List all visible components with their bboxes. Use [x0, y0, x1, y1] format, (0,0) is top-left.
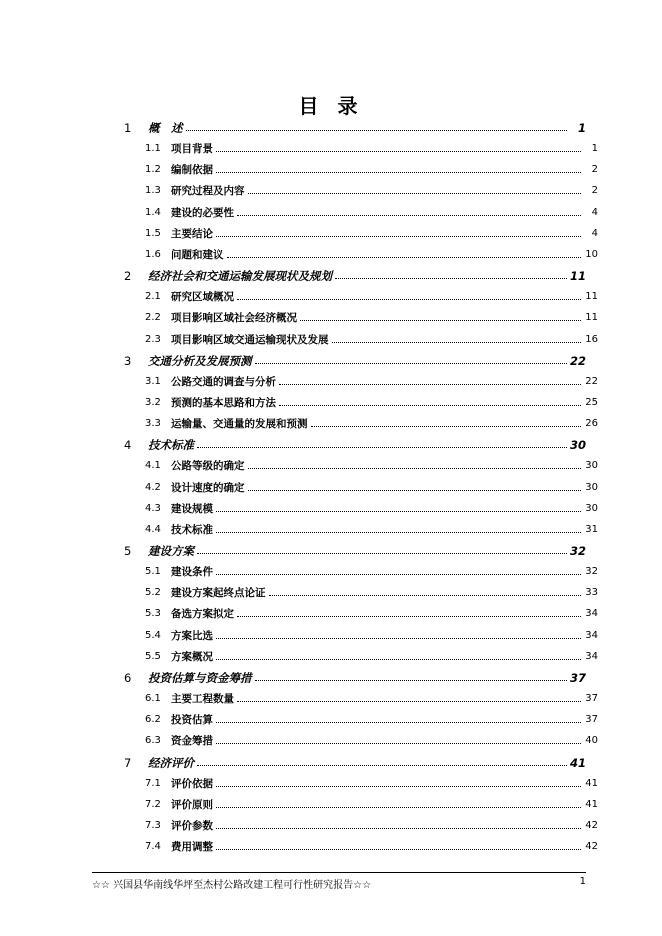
toc-entry-page: 11 [585, 291, 598, 303]
toc-dot-leader [216, 151, 581, 152]
toc-entry-number: 3.3 [145, 418, 161, 430]
toc-dot-leader [255, 680, 567, 681]
toc-entry-number: 5 [124, 544, 132, 558]
toc-dot-leader [248, 490, 582, 491]
toc-entry-title: 运输量、交通量的发展和预测 [171, 418, 308, 431]
toc-section-entry[interactable] [145, 477, 598, 495]
toc-entry-number: 6.3 [145, 735, 161, 747]
toc-section-entry[interactable] [145, 413, 598, 431]
toc-dot-leader [216, 849, 581, 850]
toc-entry-number: 4.3 [145, 502, 161, 514]
toc-chapter-entry[interactable] [124, 350, 586, 368]
toc-entry-page: 41 [585, 798, 598, 810]
toc-entry-page: 41 [569, 755, 586, 770]
toc-entry-number: 3 [124, 353, 132, 368]
toc-section-entry[interactable] [145, 371, 598, 389]
toc-section-entry[interactable] [145, 688, 598, 706]
toc-section-entry[interactable] [145, 709, 598, 727]
toc-entry-number: 4.1 [145, 460, 161, 472]
toc-dot-leader [237, 299, 581, 300]
toc-entry-number: 3.2 [145, 396, 161, 408]
toc-entry-page: 32 [569, 544, 586, 558]
footer-text: ☆☆ 兴国县华南线华坪至杰村公路改建工程可行性研究报告☆☆ [92, 880, 372, 891]
toc-entry-page: 34 [585, 650, 598, 662]
toc-dot-leader [335, 278, 567, 279]
toc-chapter-entry[interactable] [124, 434, 586, 452]
toc-entry-number: 5.2 [145, 587, 161, 599]
toc-entry-title: 评价依据 [171, 777, 213, 790]
toc-chapter-entry[interactable] [124, 667, 586, 685]
toc-section-entry[interactable] [145, 836, 598, 854]
toc-dot-leader [255, 363, 567, 364]
toc-entry-number: 3.1 [145, 375, 161, 387]
toc-entry-page: 2 [591, 185, 598, 197]
toc-dot-leader [216, 532, 581, 533]
toc-entry-title: 公路交通的调查与分析 [171, 375, 276, 388]
toc-entry-title: 技术标准 [148, 438, 194, 453]
toc-entry-title: 评价参数 [171, 819, 213, 832]
toc-dot-leader [216, 574, 581, 575]
toc-entry-title: 建设规模 [171, 502, 213, 515]
toc-entry-page: 33 [585, 587, 598, 599]
toc-entry-page: 22 [569, 353, 586, 368]
toc-dot-leader [216, 828, 581, 829]
toc-section-entry[interactable] [145, 455, 598, 473]
toc-entry-number: 7.2 [145, 798, 161, 810]
toc-dot-leader [216, 722, 581, 723]
toc-dot-leader [279, 384, 581, 385]
toc-dot-leader [300, 320, 581, 321]
toc-section-entry[interactable] [145, 603, 598, 621]
toc-entry-title: 研究过程及内容 [171, 185, 245, 198]
toc-entry-number: 1.1 [145, 143, 161, 155]
toc-dot-leader [216, 807, 581, 808]
toc-section-entry[interactable] [145, 561, 598, 579]
toc-entry-title: 概 述 [148, 121, 183, 135]
toc-entry-title: 主要结论 [171, 227, 213, 240]
toc-entry-title: 建设方案起终点论证 [171, 587, 266, 600]
toc-entry-page: 37 [569, 670, 586, 685]
toc-entry-number: 5.4 [145, 629, 161, 641]
toc-section-entry[interactable] [145, 307, 598, 325]
toc-entry-number: 7 [124, 755, 132, 770]
toc-dot-leader [332, 342, 582, 343]
toc-section-entry[interactable] [145, 582, 598, 600]
toc-dot-leader [197, 553, 567, 554]
toc-dot-leader [311, 426, 582, 427]
toc-dot-leader [216, 511, 581, 512]
toc-entry-number: 4 [124, 438, 132, 453]
footer-page-number: 1 [579, 876, 586, 887]
toc-entry-page: 1 [577, 121, 586, 135]
toc-entry-title: 交通分析及发展预测 [148, 353, 252, 368]
toc-section-entry[interactable] [145, 625, 598, 643]
toc-entry-title: 问题和建议 [171, 248, 224, 261]
toc-entry-page: 31 [585, 523, 598, 535]
toc-entry-title: 经济评价 [148, 755, 194, 770]
toc-chapter-entry[interactable] [124, 752, 586, 770]
toc-entry-title: 方案比选 [171, 629, 213, 642]
toc-entry-title: 投资估算 [171, 714, 213, 727]
toc-entry-title: 备选方案拟定 [171, 608, 234, 621]
toc-entry-number: 2.2 [145, 312, 161, 324]
toc-entry-number: 1.5 [145, 227, 161, 239]
toc-dot-leader [216, 236, 581, 237]
toc-entry-title: 编制依据 [171, 164, 213, 177]
toc-chapter-entry[interactable] [124, 265, 586, 283]
toc-entry-page: 30 [585, 481, 598, 493]
toc-entry-title: 研究区域概况 [171, 291, 234, 304]
toc-entry-number: 5.3 [145, 608, 161, 620]
toc-dot-leader [197, 765, 567, 766]
toc-dot-leader [227, 257, 582, 258]
toc-dot-leader [237, 701, 581, 702]
toc-entry-number: 1.3 [145, 185, 161, 197]
toc-entry-page: 32 [585, 566, 598, 578]
toc-entry-page: 4 [591, 227, 598, 239]
toc-entry-title: 建设方案 [148, 544, 194, 558]
toc-entry-number: 5.1 [145, 566, 161, 578]
toc-entry-page: 40 [585, 735, 598, 747]
toc-entry-page: 30 [569, 438, 586, 453]
toc-entry-page: 11 [585, 312, 598, 324]
toc-section-entry[interactable] [145, 180, 598, 198]
toc-entry-page: 30 [585, 502, 598, 514]
toc-section-entry[interactable] [145, 159, 598, 177]
page-title: 目 录 [298, 94, 364, 118]
toc-entry-number: 7.4 [145, 841, 161, 853]
toc-dot-leader [248, 468, 582, 469]
toc-section-entry[interactable] [145, 329, 598, 347]
toc-dot-leader [248, 193, 582, 194]
toc-entry-title: 公路等级的确定 [171, 460, 245, 473]
toc-entry-page: 42 [585, 819, 598, 831]
toc-chapter-entry[interactable] [124, 540, 586, 558]
toc-entry-page: 34 [585, 629, 598, 641]
toc-entry-title: 项目背景 [171, 143, 213, 156]
toc-dot-leader [216, 172, 581, 173]
page-footer [92, 876, 586, 892]
toc-entry-page: 37 [585, 714, 598, 726]
toc-section-entry[interactable] [145, 286, 598, 304]
toc-entry-title: 经济社会和交通运输发展现状及规划 [148, 269, 332, 284]
toc-entry-title: 费用调整 [171, 841, 213, 854]
toc-entry-page: 25 [585, 396, 598, 408]
toc-entry-title: 方案概况 [171, 650, 213, 663]
toc-section-entry[interactable] [145, 202, 598, 220]
toc-entry-title: 评价原则 [171, 798, 213, 811]
toc-entry-page: 1 [591, 143, 598, 155]
toc-entry-page: 16 [585, 333, 598, 345]
toc-dot-leader [269, 595, 582, 596]
toc-entry-title: 建设条件 [171, 566, 213, 579]
toc-dot-leader [216, 743, 581, 744]
toc-entry-page: 34 [585, 608, 598, 620]
toc-section-entry[interactable] [145, 794, 598, 812]
toc-section-entry[interactable] [145, 519, 598, 537]
toc-entry-page: 2 [591, 164, 598, 176]
toc-section-entry[interactable] [145, 498, 598, 516]
toc-chapter-entry[interactable] [124, 117, 586, 135]
toc-section-entry[interactable] [145, 773, 598, 791]
toc-entry-page: 37 [585, 693, 598, 705]
toc-section-entry[interactable] [145, 815, 598, 833]
toc-entry-number: 4.2 [145, 481, 161, 493]
toc-entry-page: 41 [585, 777, 598, 789]
toc-dot-leader [279, 405, 581, 406]
toc-entry-number: 2.1 [145, 291, 161, 303]
footer-divider [92, 872, 586, 873]
toc-entry-number: 7.3 [145, 819, 161, 831]
toc-entry-page: 22 [585, 375, 598, 387]
toc-entry-number: 5.5 [145, 650, 161, 662]
toc-entry-title: 项目影响区域社会经济概况 [171, 312, 297, 325]
toc-entry-title: 资金筹措 [171, 735, 213, 748]
toc-entry-title: 建设的必要性 [171, 206, 234, 219]
toc-dot-leader [197, 447, 567, 448]
toc-entry-number: 7.1 [145, 777, 161, 789]
toc-section-entry[interactable] [145, 730, 598, 748]
toc-entry-title: 设计速度的确定 [171, 481, 245, 494]
toc-section-entry[interactable] [145, 223, 598, 241]
toc-entry-number: 1.2 [145, 164, 161, 176]
toc-dot-leader [186, 130, 568, 131]
toc-section-entry[interactable] [145, 138, 598, 156]
toc-entry-number: 6 [124, 670, 132, 685]
toc-section-entry[interactable] [145, 244, 598, 262]
toc-entry-number: 1.6 [145, 248, 161, 260]
toc-entry-number: 2.3 [145, 333, 161, 345]
toc-entry-page: 42 [585, 841, 598, 853]
toc-entry-title: 预测的基本思路和方法 [171, 396, 276, 409]
toc-entry-title: 技术标准 [171, 523, 213, 536]
toc-entry-number: 1 [124, 121, 132, 135]
toc-dot-leader [237, 616, 581, 617]
toc-entry-page: 30 [585, 460, 598, 472]
toc-entry-number: 6.2 [145, 714, 161, 726]
toc-entry-page: 10 [585, 248, 598, 260]
toc-entry-number: 1.4 [145, 206, 161, 218]
toc-dot-leader [237, 215, 581, 216]
toc-section-entry[interactable] [145, 392, 598, 410]
toc-entry-number: 2 [124, 269, 132, 284]
toc-entry-number: 4.4 [145, 523, 161, 535]
toc-dot-leader [216, 786, 581, 787]
toc-section-entry[interactable] [145, 646, 598, 664]
toc-entry-page: 11 [569, 269, 586, 284]
toc-entry-title: 主要工程数量 [171, 693, 234, 706]
toc-entry-number: 6.1 [145, 693, 161, 705]
toc-dot-leader [216, 638, 581, 639]
toc-dot-leader [216, 659, 581, 660]
toc-entry-page: 26 [585, 418, 598, 430]
toc-entry-title: 投资估算与资金筹措 [148, 670, 252, 685]
toc-entry-title: 项目影响区域交通运输现状及发展 [171, 333, 329, 346]
toc-entry-page: 4 [591, 206, 598, 218]
